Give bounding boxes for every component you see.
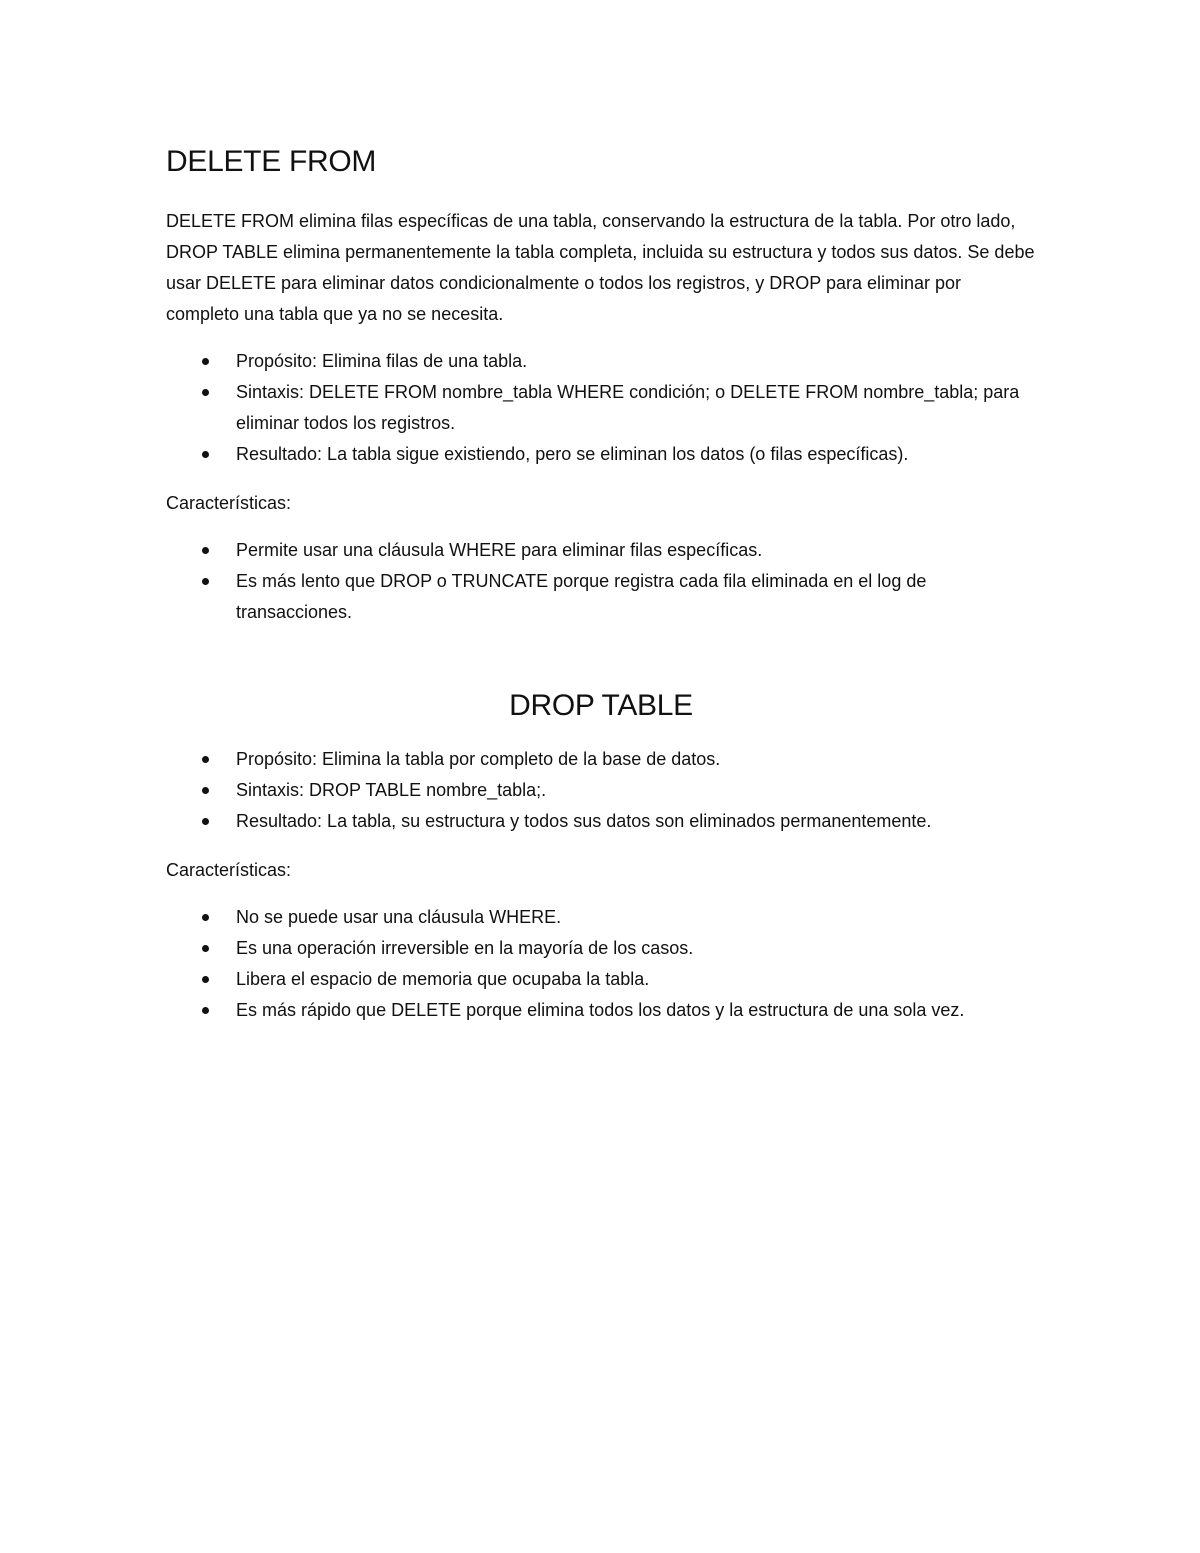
features-label-drop: Características: xyxy=(166,860,292,880)
bullet-icon xyxy=(202,578,209,585)
drop-table-features-list xyxy=(166,902,1036,1026)
intro-paragraph: DELETE FROM elimina filas específicas de una tabla, conservando la estructura de la tabla. Por otro lado, DROP TABLE elimina permanentemente la tabla completa, incluida su estructura y todos sus datos. Se debe usar DELETE para eliminar datos condicionalmente o todos los registros, y DROP para eliminar por completo una tabla que ya no se necesita. xyxy=(166,211,1035,324)
delete-from-features-list xyxy=(166,535,1036,628)
bullet-icon xyxy=(202,945,209,952)
list-item-text: Es una operación irreversible en la mayoría de los casos. xyxy=(236,938,694,958)
list-item xyxy=(166,933,1036,964)
delete-from-summary-list xyxy=(166,346,1036,470)
list-item-text: No se puede usar una cláusula WHERE. xyxy=(236,907,562,927)
list-item-text: Permite usar una cláusula WHERE para eliminar filas específicas. xyxy=(236,540,763,560)
bullet-icon xyxy=(202,358,209,365)
bullet-icon xyxy=(202,787,209,794)
features-label-delete: Características: xyxy=(166,493,292,513)
list-item xyxy=(166,902,1036,933)
list-item xyxy=(166,346,1036,377)
list-item xyxy=(166,535,1036,566)
list-item xyxy=(166,995,1036,1026)
list-item xyxy=(166,964,1036,995)
bullet-icon xyxy=(202,451,209,458)
document-body xyxy=(166,140,1036,1026)
list-item xyxy=(166,775,1036,806)
bullet-icon xyxy=(202,389,209,396)
section-title-delete-from: DELETE FROM xyxy=(166,145,377,178)
list-item-text: Resultado: La tabla sigue existiendo, pero se eliminan los datos (o filas específicas). xyxy=(236,444,909,464)
section-title-drop-table: DROP TABLE xyxy=(509,689,693,722)
drop-table-summary-list xyxy=(166,744,1036,837)
list-item-text: Resultado: La tabla, su estructura y todos sus datos son eliminados permanentemente. xyxy=(236,811,932,831)
list-item-text: Propósito: Elimina la tabla por completo de la base de datos. xyxy=(236,749,721,769)
list-item xyxy=(166,377,1036,439)
bullet-icon xyxy=(202,976,209,983)
bullet-icon xyxy=(202,547,209,554)
list-item xyxy=(166,806,1036,837)
bullet-icon xyxy=(202,1007,209,1014)
list-item-text: Es más lento que DROP o TRUNCATE porque registra cada fila eliminada en el log de transacciones. xyxy=(236,571,927,622)
list-item-text: Libera el espacio de memoria que ocupaba la tabla. xyxy=(236,969,650,989)
bullet-icon xyxy=(202,756,209,763)
list-item xyxy=(166,744,1036,775)
list-item-text: Propósito: Elimina filas de una tabla. xyxy=(236,351,528,371)
list-item-text: Sintaxis: DELETE FROM nombre_tabla WHERE condición; o DELETE FROM nombre_tabla; para eliminar todos los registros. xyxy=(236,382,1020,433)
list-item xyxy=(166,566,1036,628)
bullet-icon xyxy=(202,914,209,921)
list-item xyxy=(166,439,1036,470)
list-item-text: Es más rápido que DELETE porque elimina todos los datos y la estructura de una sola vez. xyxy=(236,1000,965,1020)
list-item-text: Sintaxis: DROP TABLE nombre_tabla;. xyxy=(236,780,547,800)
bullet-icon xyxy=(202,818,209,825)
